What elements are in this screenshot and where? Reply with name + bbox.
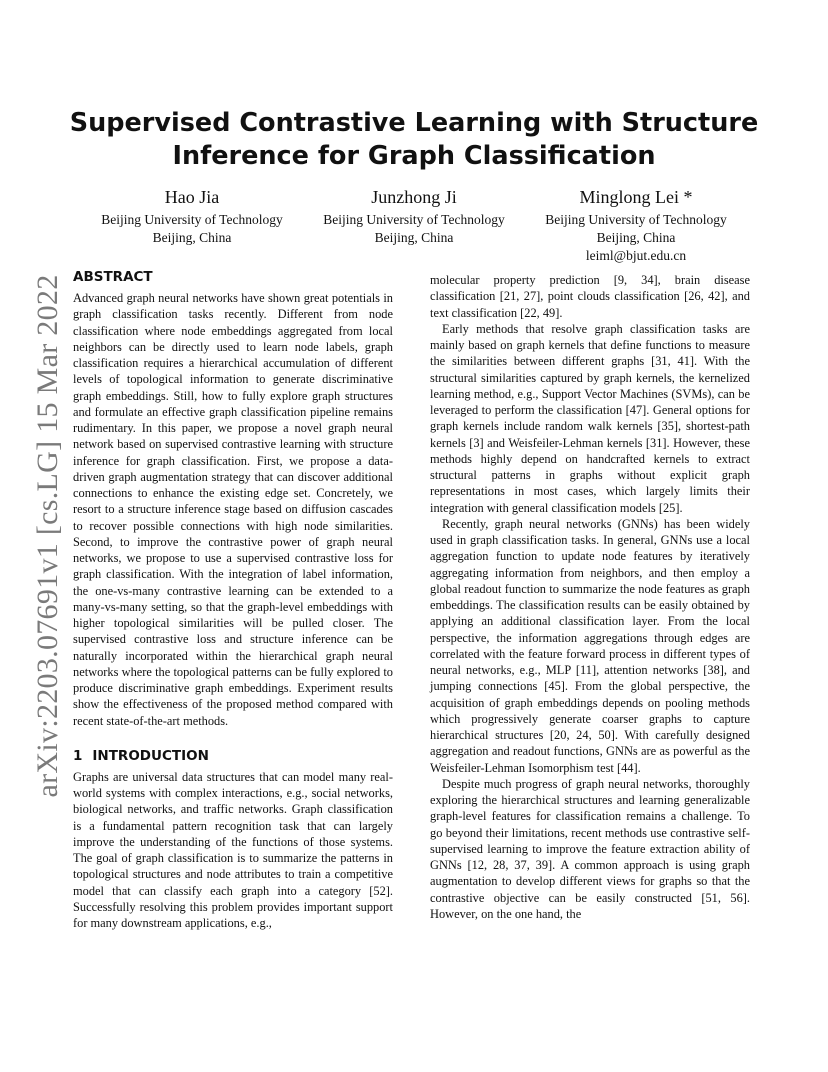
author-email: leiml@bjut.edu.cn [585,248,687,263]
author-name: Minglong Lei * [579,187,693,207]
paper-title [0,107,828,173]
author-name: Hao Jia [164,187,220,207]
body-paragraph: Early methods that resolve graph classification tasks are mainly based on graph kernels that define functions to measure the similarities between different graphs [31, 41]. With the structural similarities captured by graph kernels, the kernelized learning method, e.g., Support Vector Machines (SVMs), can be leveraged to perform the classification [47]. General options for graph kernels include random walk kernels [35], shortest-path kernels [3] and Weisfeiler-Lehman kernels [31]. However, these methods highly depend on handcrafted kernels to extract structural patterns in graphs without explicit graph representations in most cases, which largely limits their integration with general classification models [25]. [430,321,750,515]
intro-paragraph-1: Graphs are universal data structures that can model many real-world systems with complex interactions, e.g., social networks, biological networks, and traffic networks. Graph classification is a fundamental pattern recognition task that can largely improve the understanding of the functions of those systems. The goal of graph classification is to summarize the patterns in topological structures and node attributes to train a competitive model that can classify each graph into a category [52]. Successfully resolving this problem provides important support for many downstream applications, e.g., [73,769,393,930]
arxiv-identifier: arXiv:2203.07691v1 [cs.LG] 15 Mar 2022 [31,274,64,798]
title-line-1: Supervised Contrastive Learning with Structure [69,108,759,138]
author-affiliation: Beijing University of Technology [545,212,727,227]
author-block-3 [521,185,751,265]
author-affiliation: Beijing University of Technology [101,212,283,227]
body-paragraph: molecular property prediction [9, 34], brain disease classification [21, 27], point clouds classification [26, 42], and text classification [22, 49]. [430,273,750,320]
left-column [73,268,393,931]
right-column [430,272,750,922]
body-paragraph: Recently, graph neural networks (GNNs) has been widely used in graph classification tasks. In general, GNNs use a local aggregation function to update node features by iteratively aggregating information from neighbors, and then employ a global readout function to summarize the node features as graph embeddings. The classification results can be easily obtained by applying an additional classification layer. From the local perspective, the information aggregations through edges are correlated with the feature forward process in different types of neural networks, e.g., MLP [11], attention networks [38], and jumping connections [45]. From the global perspective, the acquisition of graph embeddings depends on pooling methods which progressively generate coarser graphs to capture hierarchical structures [20, 24, 50]. With carefully designed aggregation and readout functions, GNNs are as powerful as the Weisfeiler-Lehman Isomorphism test [44]. [430,516,750,775]
author-location: Beijing, China [596,230,676,245]
introduction-heading [73,747,393,765]
title-line-2: Inference for Graph Classification [172,141,656,171]
author-affiliation: Beijing University of Technology [323,212,505,227]
author-block-1 [77,185,307,247]
body-paragraph: Despite much progress of graph neural networks, thoroughly exploring the hierarchical structures and learning generalizable graph-level features for classification remains a challenge. To go beyond their limitations, recent methods use contrastive self-supervised learning to improve the feature extraction ability of GNNs [12, 28, 37, 39]. A common approach is using graph augmentation to develop different views for graphs so that the contrastive objective can be easily constructed [51, 56]. However, on the one hand, the [430,776,750,921]
section-title: INTRODUCTION [92,747,209,764]
abstract-text: Advanced graph neural networks have shown great potentials in graph classification tasks recently. Different from node classification where node embeddings aggregated from local neighbors can be directly used to learn node labels, graph classification requires a hierarchical accumulation of different levels of topological information to generate discriminative graph embeddings. Still, how to fully explore graph structures and formulate an effective graph classification pipeline remains rudimentary. In this paper, we propose a novel graph neural network based on supervised contrastive learning with structure inference for graph classification. First, we propose a data-driven graph augmentation strategy that can discover additional connections to enhance the existing edge set. Concretely, we resort to a structure inference stage based on diffusion cascades to recover possible connections with high node similarities. Second, to improve the contrastive power of graph neural networks, we propose to use a supervised contrastive loss for graph classification. With the integration of label information, the one-vs-many contrastive learning can be extended to a many-vs-many setting, so that the graph-level embeddings with higher topological similarities will be pulled closer. The supervised contrastive loss and structure inference can be naturally incorporated within the hierarchical graph neural networks where the topological patterns can be fully explored to produce discriminative graph embeddings. Experiment results show the effectiveness of the proposed method compared with recent state-of-the-art methods. [73,291,393,728]
author-location: Beijing, China [152,230,232,245]
section-number: 1 [73,747,83,764]
author-block-2 [299,185,529,247]
abstract-heading: ABSTRACT [73,269,153,285]
author-name: Junzhong Ji [371,187,457,207]
author-location: Beijing, China [374,230,454,245]
